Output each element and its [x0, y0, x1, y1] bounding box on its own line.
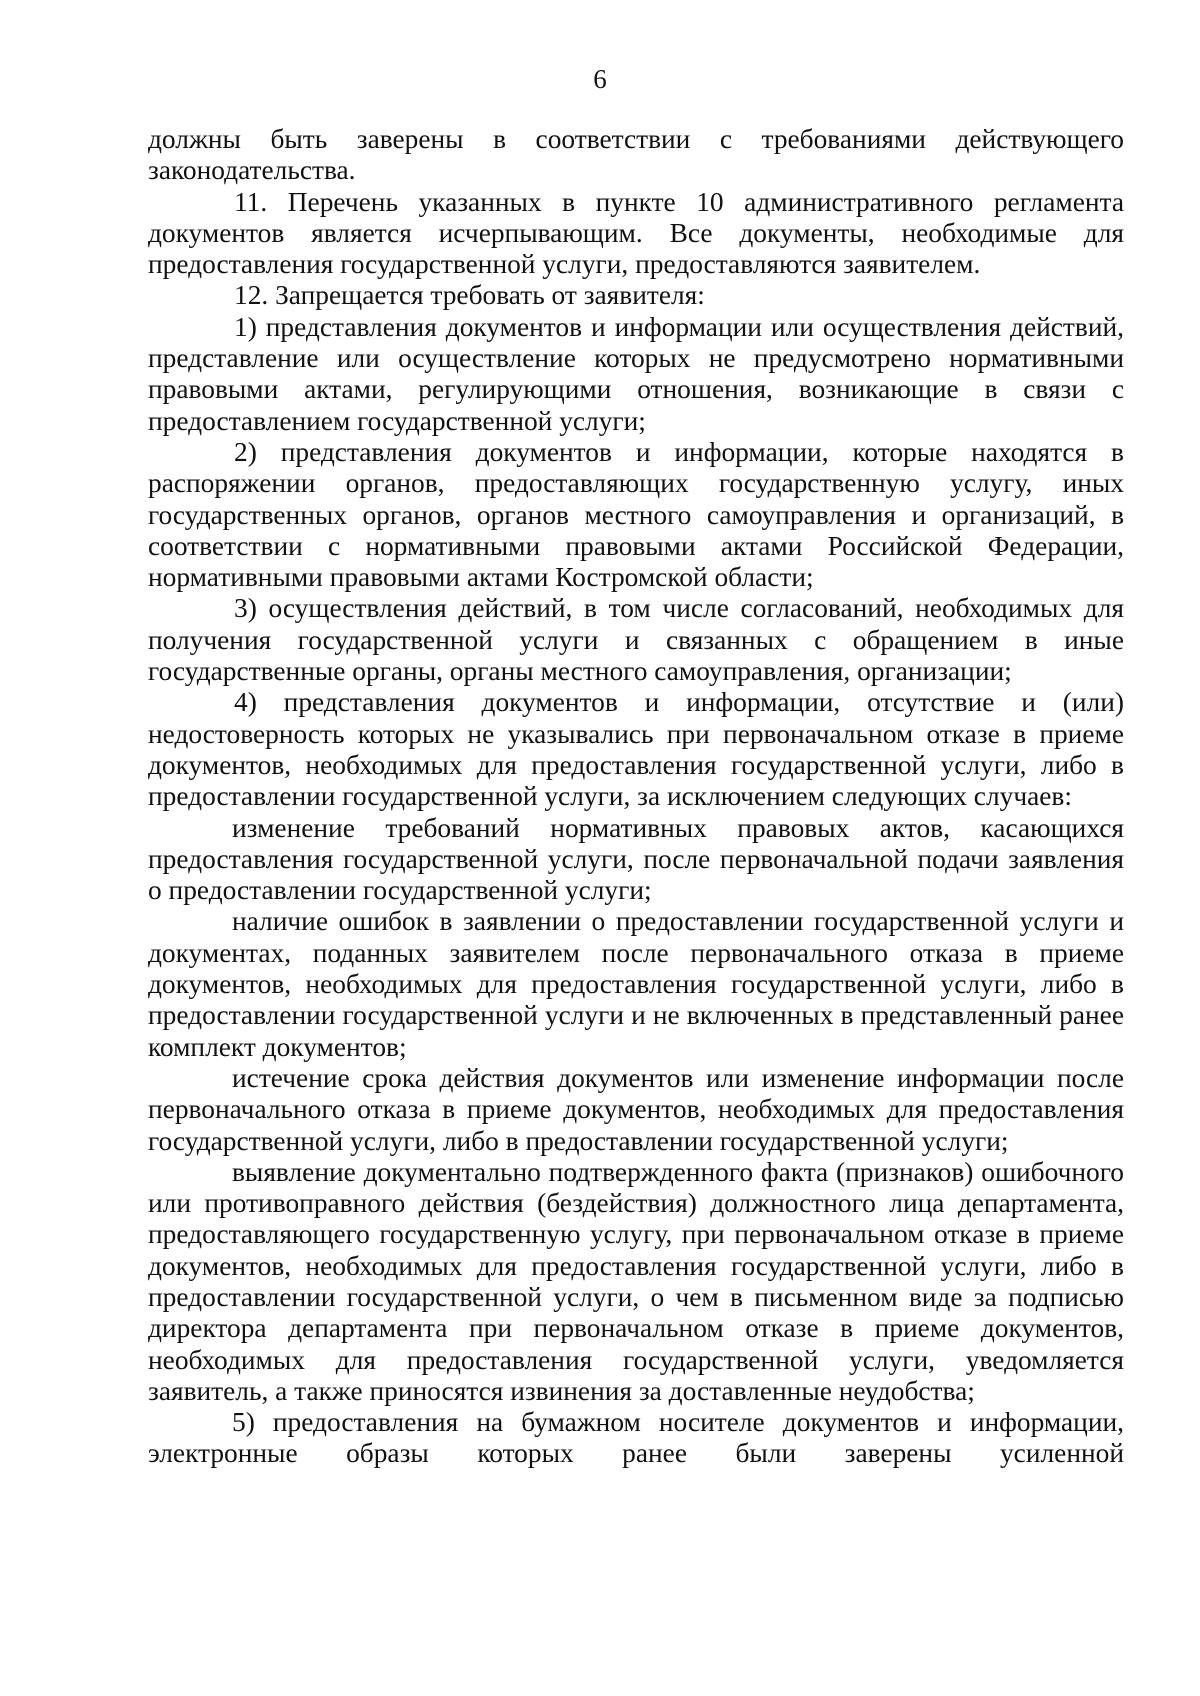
list-item-2: 2) представления документов и информации, которые находятся в распоряжении органов, предоставляющих государственную услугу, иных государственных органов, органов местного самоуправления и организаций, в соответствии с нормативными правовыми актами Российской Федерации, нормативными правовыми актами Костромской области;: [148, 436, 1124, 593]
sub-item-misconduct: выявление документально подтвержденного факта (признаков) ошибочного или противоправного действия (бездействия) должностного лица департамента, предоставляющего государственную услугу, при первоначальном отказе в приеме документов, необходимых для предоставления государственной услуги, либо в предоставлении государственной услуги, о чем в письменном виде за подписью директора департамента при первоначальном отказе в приеме документов, необходимых для предоставления государственной услуги, уведомляется заявитель, а также приносятся извинения за доставленные неудобства;: [148, 1156, 1124, 1406]
paragraph-11: 11. Перечень указанных в пункте 10 административного регламента документов является исчерпывающим. Все документы, необходимые для предоставления государственной услуги, предоставляются заявителем.: [148, 186, 1124, 280]
page-number: 6: [593, 64, 607, 94]
document-body: [148, 124, 1124, 1470]
list-item-1: 1) представления документов и информации или осуществления действий, представление или осуществление которых не предусмотрено нормативными правовыми актами, регулирующими отношения, возникающие в связи с предоставлением государственной услуги;: [148, 311, 1124, 436]
paragraph-intro: должны быть заверены в соответствии с требованиями действующего законодательства.: [148, 124, 1124, 186]
list-item-3: 3) осуществления действий, в том числе согласований, необходимых для получения государственной услуги и связанных с обращением в иные государственные органы, органы местного самоуправления, организации;: [148, 593, 1124, 687]
sub-item-errors: наличие ошибок в заявлении о предоставлении государственной услуги и документах, поданных заявителем после первоначального отказа в приеме документов, необходимых для предоставления государственной услуги, либо в предоставлении государственной услуги и не включенных в представленный ранее комплект документов;: [148, 906, 1124, 1062]
list-item-4: 4) представления документов и информации, отсутствие и (или) недостоверность которых не указывались при первоначальном отказе в приеме документов, необходимых для предоставления государственной услуги, либо в предоставлении государственной услуги, за исключением следующих случаев:: [148, 687, 1124, 812]
sub-item-requirements-change: изменение требований нормативных правовых актов, касающихся предоставления государственной услуги, после первоначальной подачи заявления о предоставлении государственной услуги;: [148, 812, 1124, 906]
paragraph-12: 12. Запрещается требовать от заявителя:: [234, 280, 705, 311]
sub-item-expiry: истечение срока действия документов или изменение информации после первоначального отказа в приеме документов, необходимых для предоставления государственной услуги, либо в предоставлении государственной услуги;: [148, 1062, 1124, 1156]
list-item-5: 5) предоставления на бумажном носителе документов и информации, электронные образы которых ранее были заверены усиленной: [148, 1407, 1124, 1469]
